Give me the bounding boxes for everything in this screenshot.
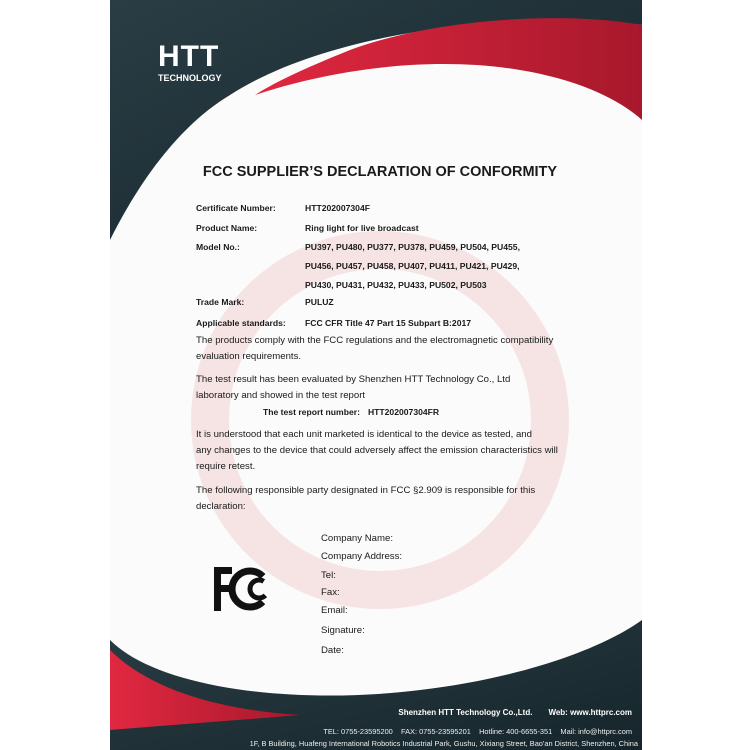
report-number-value: HTT202007304FR xyxy=(367,407,440,417)
paragraph-4: The following responsible party designated in FCC §2.909 is responsible for this xyxy=(196,485,536,496)
standards-label: Applicable standards: xyxy=(196,318,286,328)
product-name-row xyxy=(196,223,419,233)
trade-mark-label: Trade Mark: xyxy=(196,297,245,307)
report-number-row xyxy=(263,407,439,417)
standards-row xyxy=(196,318,471,328)
paragraph-3b: any changes to the device that could adversely affect the emission characteristics will xyxy=(196,445,558,456)
fax-field: Fax: xyxy=(321,587,340,598)
footer-contact: TEL: 0755-23595200 FAX: 0755-23595201 Hotline: 400-6655-351 Mail: info@httprc.com xyxy=(323,727,632,736)
paragraph-2b: laboratory and showed in the test report xyxy=(196,390,366,401)
standards-value: FCC CFR Title 47 Part 15 Subpart B:2017 xyxy=(305,318,472,328)
footer-web[interactable]: Web: www.httprc.com xyxy=(548,708,632,717)
certificate-number-value: HTT202007304F xyxy=(305,203,370,213)
model-no-value-2: PU456, PU457, PU458, PU407, PU411, PU421, PU429, xyxy=(305,261,520,271)
paragraph-1: The products comply with the FCC regulations and the electromagnetic compatibility xyxy=(196,335,554,346)
email-field: Email: xyxy=(321,605,348,616)
model-no-value-3: PU430, PU431, PU432, PU433, PU502, PU503 xyxy=(305,280,487,290)
trade-mark-value: PULUZ xyxy=(305,297,334,307)
paragraph-3: It is understood that each unit marketed is identical to the device as tested, and xyxy=(196,429,532,440)
report-number-label: The test report number: xyxy=(263,407,360,417)
paragraph-4b: declaration: xyxy=(196,501,246,512)
certificate-number-row xyxy=(196,203,370,213)
page-title: FCC SUPPLIER’S DECLARATION OF CONFORMITY xyxy=(202,164,558,180)
footer-company: Shenzhen HTT Technology Co.,Ltd. xyxy=(398,708,533,717)
company-address-field: Company Address: xyxy=(321,551,403,562)
model-no-row xyxy=(196,242,520,252)
model-no-value: PU397, PU480, PU377, PU378, PU459, PU504, PU455, xyxy=(305,242,520,252)
company-name-field: Company Name: xyxy=(321,533,393,544)
tel-field: Tel: xyxy=(321,570,336,581)
fcc-logo-icon xyxy=(212,565,276,613)
signature-field: Signature: xyxy=(321,625,365,636)
trade-mark-row xyxy=(196,297,334,307)
product-name-value: Ring light for live broadcast xyxy=(305,223,419,233)
date-field: Date: xyxy=(321,645,344,656)
product-name-label: Product Name: xyxy=(196,223,258,233)
paragraph-2: The test result has been evaluated by Shenzhen HTT Technology Co., Ltd xyxy=(196,374,511,385)
paragraph-1b: evaluation requirements. xyxy=(196,351,302,362)
footer-address: 1F, B Building, Huafeng International Robotics Industrial Park, Gushu, Xixiang Street, Bao'an District, Shenzhen, China xyxy=(249,739,638,748)
paragraph-3c: require retest. xyxy=(196,461,256,472)
htt-logo-sub: TECHNOLOGY xyxy=(158,73,222,83)
model-no-label: Model No.: xyxy=(196,242,240,252)
footer-company-row xyxy=(398,708,632,717)
certificate-number-label: Certificate Number: xyxy=(196,203,276,213)
htt-logo: HTT xyxy=(158,40,220,73)
